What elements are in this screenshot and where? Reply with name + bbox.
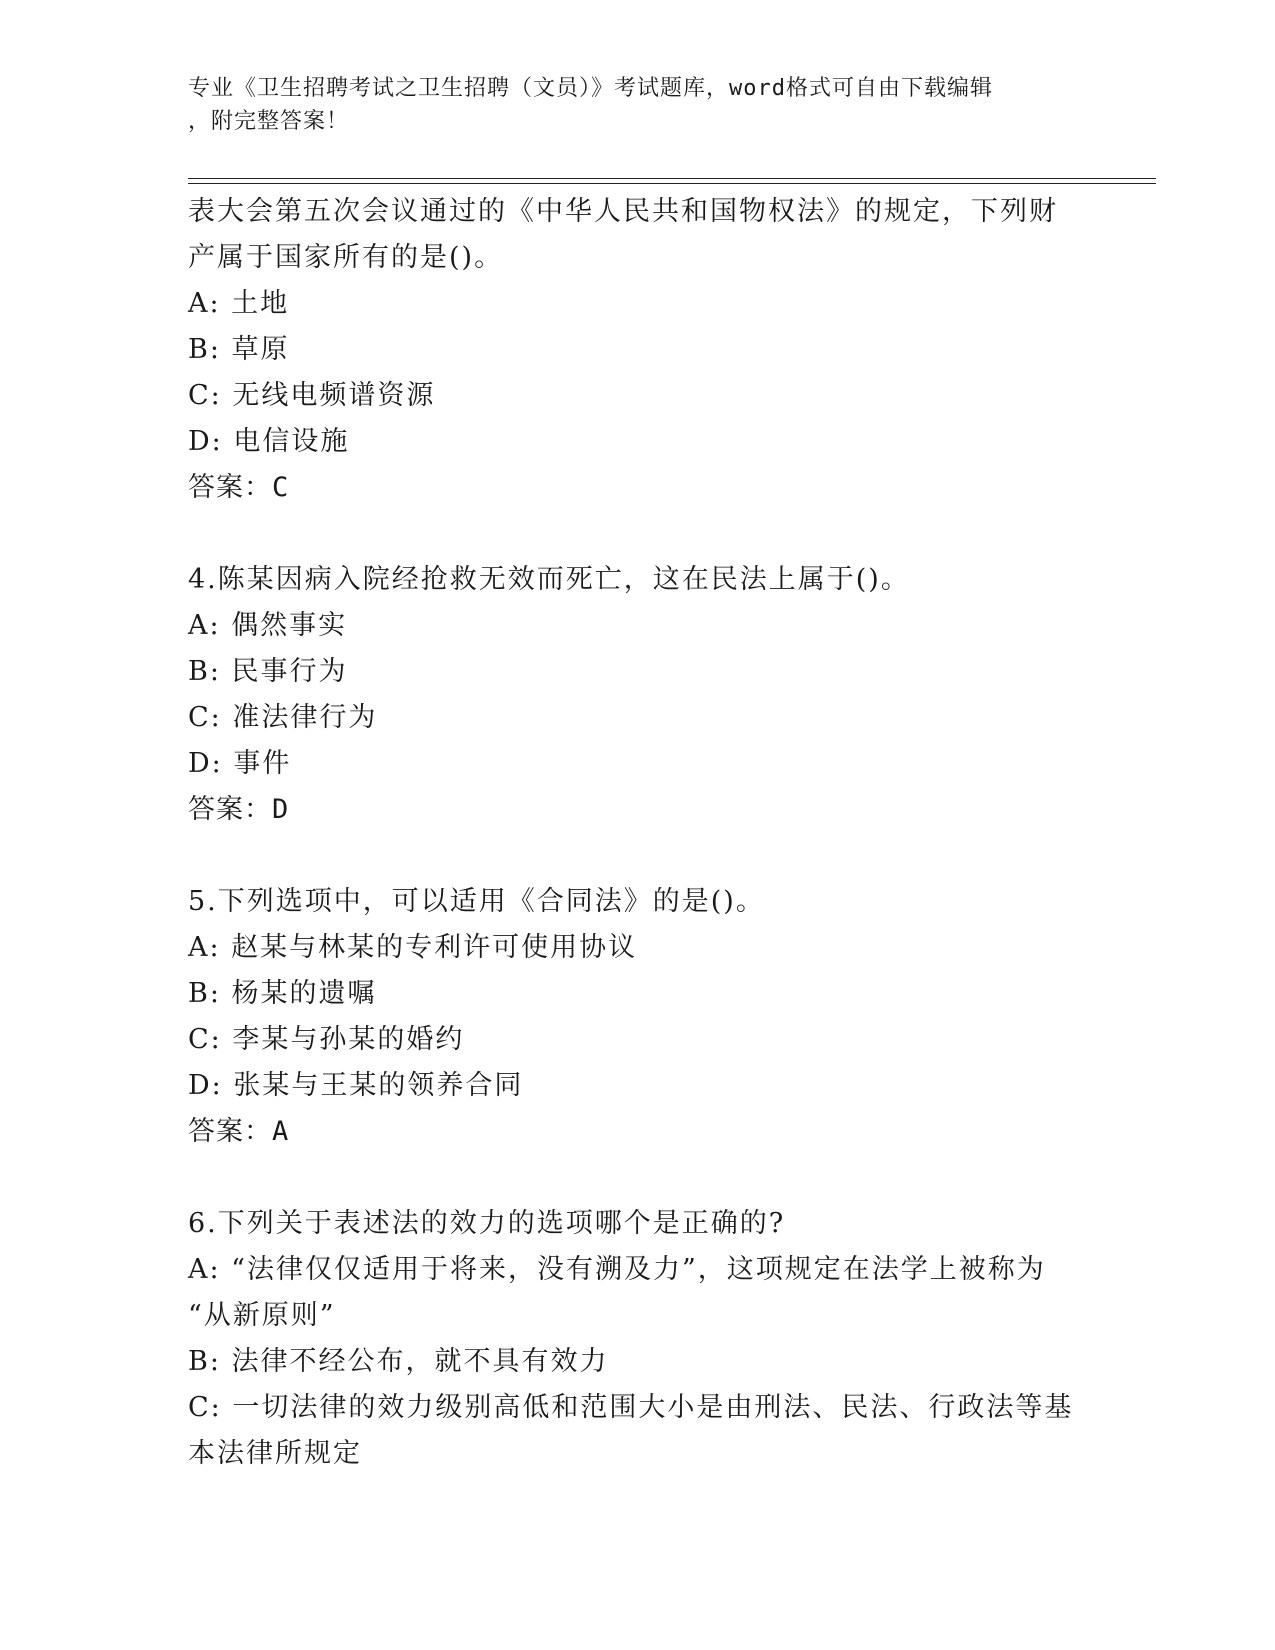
question-4 [188,557,1088,833]
option-a: A: “法律仅仅适用于将来，没有溯及力”，这项规定在法学上被称为 [188,1254,1046,1285]
question-stem-line: 产属于国家所有的是()。 [188,242,504,273]
option-a-continued: “从新原则” [188,1300,336,1331]
question-stem: 4.陈某因病入院经抢救无效而死亡，这在民法上属于()。 [188,564,910,595]
question-3 [188,189,1088,511]
option-c: C: 李某与孙某的婚约 [188,1024,465,1055]
answer-line: 答案：C [188,472,290,503]
spacer [188,511,1088,557]
spacer [188,833,1088,879]
option-b: B: 杨某的遗嘱 [188,978,377,1009]
option-c: C: 一切法律的效力级别高低和范围大小是由刑法、民法、行政法等基 [188,1392,1074,1423]
question-6 [188,1201,1088,1477]
option-b: B: 草原 [188,334,290,365]
question-5 [188,879,1088,1155]
option-d: D: 张某与王某的领养合同 [188,1070,524,1101]
answer-line: 答案：D [188,794,290,825]
option-c: C: 无线电频谱资源 [188,380,436,411]
document-header [188,72,1068,138]
question-stem-line: 表大会第五次会议通过的《中华人民共和国物权法》的规定，下列财 [188,196,1058,227]
option-c-continued: 本法律所规定 [188,1438,362,1469]
header-rule-top [188,178,1156,179]
option-a: A: 赵某与林某的专利许可使用协议 [188,932,638,963]
question-stem: 6.下列关于表述法的效力的选项哪个是正确的? [188,1208,786,1239]
question-stem: 5.下列选项中，可以适用《合同法》的是()。 [188,886,765,917]
answer-line: 答案：A [188,1116,290,1147]
option-b: B: 民事行为 [188,656,348,687]
header-rule-bottom [188,183,1156,184]
header-line-1: 专业《卫生招聘考试之卫生招聘（文员）》考试题库，word格式可自由下载编辑 [188,76,993,101]
option-b: B: 法律不经公布，就不具有效力 [188,1346,609,1377]
option-a: A: 偶然事实 [188,610,348,641]
option-d: D: 电信设施 [188,426,350,457]
header-line-2: ，附完整答案！ [188,109,350,134]
spacer [188,1155,1088,1201]
option-d: D: 事件 [188,748,292,779]
option-a: A: 土地 [188,288,290,319]
question-list [188,189,1088,1477]
option-c: C: 准法律行为 [188,702,378,733]
